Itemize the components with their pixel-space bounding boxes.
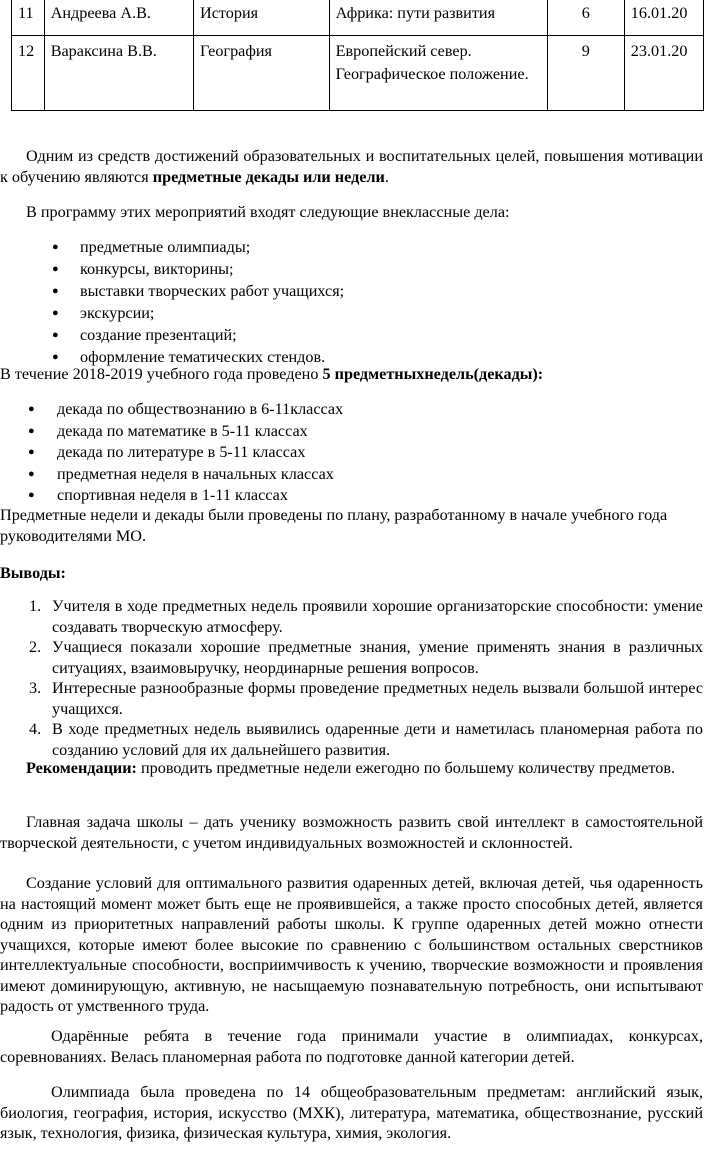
bullet-icon: ● bbox=[28, 489, 35, 501]
table-cell-grade: 9 bbox=[547, 36, 624, 111]
table-cell-teacher: Вараксина В.В. bbox=[44, 36, 193, 111]
table-cell-topic: Европейский север. Географическое положение. bbox=[329, 36, 547, 111]
paragraph-olympiad: Олимпиада была проведена по 14 общеобразовательным предметам: английский язык, биология, география, история, искусство (МХК), литература, математика, обществознание, русский язык, технология, физика, физическая культура, химия, экология. bbox=[0, 1083, 703, 1142]
bullet-icon: ● bbox=[52, 307, 59, 319]
list-item: 4. В ходе предметных недель выявились одаренные дети и наметилась планомерная работа по созданию условий для их дальнейшего развития. bbox=[29, 720, 703, 759]
paragraph-weeks-count: В течение 2018-2019 учебного года проведено 5 предметныхнедель(декады): bbox=[0, 365, 544, 383]
paragraph-conditions: Создание условий для оптимального развития одаренных детей, включая детей, чья одаренность на настоящий момент может быть еще не проявившейся, а также просто способных детей, является одним из приоритетных направлений работы школы. К группе одаренных детей можно отнести учащихся, которые имеют более высокие по сравнению с большинством остальных сверстников интеллектуальные способности, восприимчивость к учению, творческие возможности и проявления имеют доминирующую, активную, не насыщаемую познавательную потребность, они испытывают радость от умственного труда. bbox=[0, 874, 703, 1015]
list-item: ● предметная неделя в начальных классах bbox=[28, 464, 334, 483]
table-cell-date: 23.01.20 bbox=[624, 36, 703, 111]
table-cell-date: 16.01.20 bbox=[624, 0, 703, 36]
bullet-icon: ● bbox=[52, 263, 59, 275]
table-cell-subject: География bbox=[194, 36, 330, 111]
list-item: ● декада по литературе в 5-11 классах bbox=[28, 443, 306, 461]
bullet-icon: ● bbox=[28, 446, 35, 458]
list-item: ● создание презентаций; bbox=[52, 326, 237, 344]
paragraph-intro: Одним из средств достижений образовательных и воспитательных целей, повышения мотивации к обучению являются предметные декады или недели. bbox=[0, 147, 703, 186]
bullet-icon: ● bbox=[52, 285, 59, 297]
events-table bbox=[11, 0, 704, 111]
table-cell-teacher: Андреева А.В. bbox=[44, 0, 193, 36]
paragraph-plan: Предметные недели и декады были проведены по плану, разработанному в начале учебного года руководителями МО. bbox=[0, 506, 668, 545]
bullet-icon: ● bbox=[52, 329, 59, 341]
table-cell-topic: Африка: пути развития bbox=[329, 0, 547, 36]
list-item: 2. Учащиеся показали хорошие предметные знания, умение применять знания в различных ситуациях, взаимовыручку, неординарные решения вопросов. bbox=[29, 638, 703, 677]
list-item: ● конкурсы, викторины; bbox=[52, 260, 234, 278]
bullet-icon: ● bbox=[52, 241, 59, 253]
list-item: ● выставки творческих работ учащихся; bbox=[52, 282, 345, 300]
table-cell-subject: История bbox=[194, 0, 330, 36]
activities-list bbox=[0, 237, 703, 369]
list-item: ● оформление тематических стендов. bbox=[52, 348, 326, 366]
list-item: ● декада по математике в 5-11 классах bbox=[28, 421, 308, 440]
table-cell-grade: 6 bbox=[547, 0, 624, 36]
conclusions-list bbox=[0, 596, 703, 760]
bullet-icon: ● bbox=[28, 467, 35, 480]
list-item: 3. Интересные разнообразные формы проведение предметных недель вызвали большой интерес учащихся. bbox=[29, 679, 703, 718]
table-row bbox=[12, 36, 704, 111]
bullet-icon: ● bbox=[52, 351, 59, 363]
list-item: ● предметные олимпиады; bbox=[52, 238, 251, 256]
list-item: ● декада по обществознанию в 6-11классах bbox=[28, 400, 344, 418]
paragraph-program: В программу этих мероприятий входят следующие внеклассные дела: bbox=[26, 203, 510, 221]
bullet-icon: ● bbox=[28, 424, 35, 437]
list-item: ● спортивная неделя в 1-11 классах bbox=[28, 486, 288, 504]
paragraph-recommendations: Рекомендации: проводить предметные недели ежегодно по большему количеству предметов. bbox=[26, 759, 676, 777]
bullet-icon: ● bbox=[28, 403, 35, 415]
table-row bbox=[12, 0, 704, 36]
table-cell-num: 11 bbox=[12, 0, 45, 36]
paragraph-main-task: Главная задача школы – дать ученику возможность развить свой интеллект в самостоятельной творческой деятельности, с учетом индивидуальных возможностей и склонностей. bbox=[0, 813, 703, 852]
list-item: 1. Учителя в ходе предметных недель проявили хорошие организаторские способности: умение создавать творческую атмосферу. bbox=[29, 597, 703, 636]
weeks-list bbox=[0, 399, 703, 507]
bold-phrase: предметные декады или недели bbox=[152, 167, 385, 186]
list-item: ● экскурсии; bbox=[52, 304, 155, 322]
conclusions-heading: Выводы: bbox=[0, 564, 66, 582]
paragraph-gifted: Одарённые ребята в течение года принимали участие в олимпиадах, конкурсах, соревнованиях. Велась планомерная работа по подготовке данной категории детей. bbox=[0, 1027, 703, 1066]
table-cell-num: 12 bbox=[12, 36, 45, 111]
